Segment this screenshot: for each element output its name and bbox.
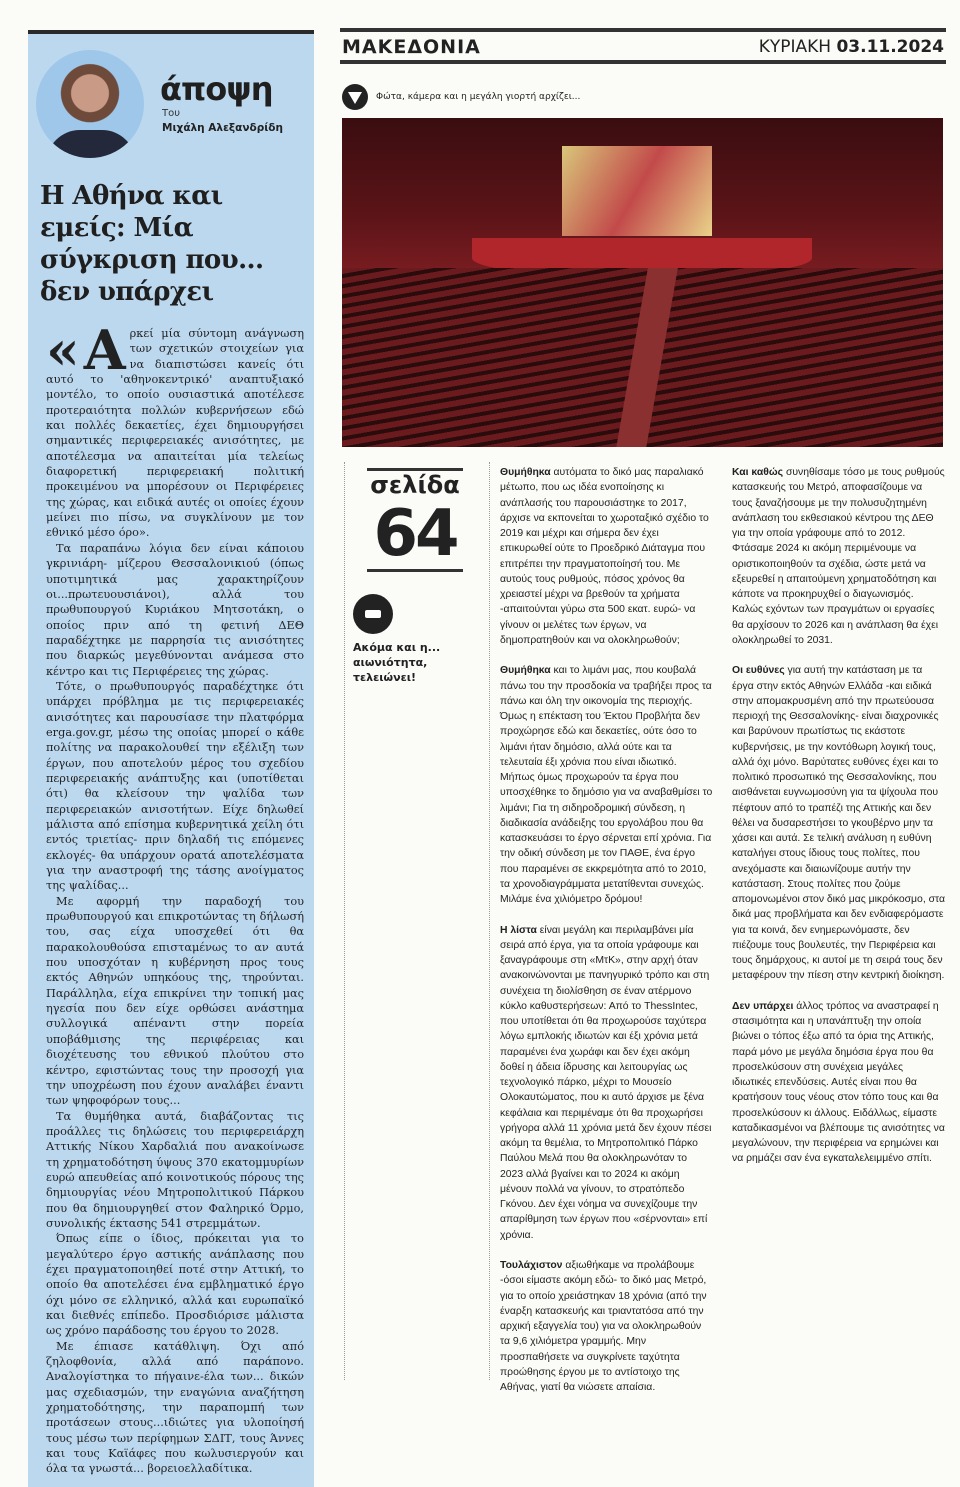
section-title: άποψη [160, 70, 273, 108]
masthead [340, 28, 946, 64]
paragraph: Όπως είπε ο ίδιος, πρόκειται για το μεγαλύτερο έργο αστικής ανάπλασης που έχει πραγματοποιηθεί ποτέ στην Αττική, το οποίο θα αποτελέσει ένα εμβληματικό έργο όχι μόνο σε ελληνικό, αλλά και ευρωπαϊκό και διεθνές επίπεδο. Προσδιόρισε μάλιστα ως χρόνο παράδοσης του έργου το 2028. [46, 1232, 304, 1338]
byline-prefix: Του [162, 108, 181, 119]
opinion-column [28, 30, 314, 1487]
author-name: Μιχάλη Αλεξανδρίδη [162, 122, 283, 134]
article-body [46, 318, 304, 1477]
headline: Η Αθήνα και εμείς: Μία σύγκριση που... δεν υπάρχει [40, 181, 264, 307]
paragraph: Οι ευθύνες για αυτή την κατάσταση με τα έργα στην εκτός Αθηνών Ελλάδα -και ειδικά στην απομακρυσμένη από την πρωτεύουσα περιοχή της Θεσσαλονίκης- είναι διαχρονικές και βαρύνουν πρωτίστως τις εκάστοτε κυβερνήσεις, με την κοντόθωρη λογική τους, αλλά όχι μόνο. Βαρύτατες ευθύνες έχει και το πολιτικό προσωπικό της Θεσσαλονίκης, που αισθάνεται ευγνωμοσύνη για τα ψίχουλα που πέφτουν από το τραπέζι της Αττικής και δεν θέλει να δυσαρεστήσει το γκουβέρνο μην τα χάσει και αυτά. Σε τελική ανάλυση η ευθύνη καταλήγει στους ίδιους τους πολίτες, που ανεχόμαστε και διαιωνίζουμε αυτήν την κατάσταση. Στους πολίτες που ζούμε απομονωμένοι στον δικό μας μικρόκοσμο, στα δικά μας προβλήματα και δεν ενδιαφερόμαστε για τα κοινά, δεν ενημερωνόμαστε, δεν πιέζουμε τους βουλευτές, την Περιφέρεια και τους δημάρχους, κι αυτοί με τη σειρά τους δεν μεταφέρουν την πίεση στην κεντρική διοίκηση. [732, 665, 945, 982]
paragraph: Θυμήθηκα και το λιμάνι μας, που κουβαλά πάνω του την προσδοκία να τραβήξει προς τα πάνω και όλη την οικονομία της περιοχής. Όμως η επέκταση του Έκτου Προβλήτα δεν προχώρησε εδώ και δεκαετίες, ούτε όσο το λιμάνι ήταν δημόσιο, αλλά ούτε και τα τελευταία έξι χρόνια που είναι ιδιωτικό. Μήπως όμως προχωρούν τα έργα που υποσχέθηκε το δημόσιο για να αναβαθμίσει το λιμάνι; Για τη σιδηροδρομική σύνδεση, η διαδικασία ανάδειξης του εργολάβου που θα κατασκευάσει το έργο σέρνεται επί χρόνια. Για την οδική σύνδεση με τον ΠΑΘΕ, ένα έργο που παραμένει σε εκκρεμότητα από το 2010, τα χρονοδιαγράμματα μετατίθενται συνεχώς. Μιλάμε ένα χιλιόμετρο δρόμου! [500, 665, 713, 905]
paragraph: Θυμήθηκα αυτόματα το δικό μας παραλιακό μέτωπο, που ως ιδέα ενοποίησης κι ανάπλασής του παρουσιάστηκε το 2017, άρχισε να εκπονείται το χωροταξικό σχέδιο το 2019 και μέχρι και σήμερα δεν έχει επικυρωθεί ούτε το Προεδρικό Διάταγμα που επιτρέπει την πραγματοποίησή του. Με αυτούς τους ρυθμούς, πόσος χρόνος θα χρειαστεί μέχρι να βρεθούν τα χρήματα -απαιτούνται γύρω στα 500 εκατ. ευρώ- να γίνουν οι μελέτες των έργων, να δημοπρατηθούν και να ολοκληρωθούν; [500, 467, 709, 646]
page-number: 64 [373, 497, 457, 571]
paragraph: Η λίστα είναι μεγάλη και περιλαμβάνει μία σειρά από έργα, για τα οποία γράφουμε και ξαναγράφουμε στη «ΜτΚ», στην αρχή όταν ανακοινώνονται με πανηγυρικό τρόπο και στη συνέχεια τη διολίσθηση σε έναν ατέρμονο κύκλο καθυστερήσεων: Από το ThessIntec, που υποτίθεται ότι θα προχωρούσε ταχύτερα λόγω εμπλοκής ιδιωτών και έξι χρόνια μετά παραμένει ένα χωράφι και δεν έχει ακόμη δοθεί η άδεια ίδρυσης και λειτουργίας ως τεχνολογικό πάρκο, μέχρι το Μουσείο Ολοκαυτώματος, που κι αυτό άρχισε με ξένα κεφάλαια και περιμέναμε ότι θα προχωρήσει γρήγορα αλλά 11 χρόνια μετά δεν έχουν πέσει ακόμη τα θεμέλια, το Μητροπολιτικό Πάρκο Παύλου Μελά που θα ολοκληρωνόταν το 2023 αλλά βγαίνει και το 2024 κι ακόμη μένουν πολλά να γίνουν, το στρατόπεδο Γκόνου. Δεν έχει νόημα να συνεχίζουμε την απαρίθμηση των έργων που «σέρνονται» επί χρόνια. [500, 924, 712, 1241]
drop-cap: Α [83, 318, 126, 382]
paragraph: « Α ρκεί μία σύντομη ανάγνωση των σχετικών στοιχείων για να διαπιστώσει κανείς ότι αυτό το 'αθηνοκεντρικό' αναπτυξιακό μοντέλο, το οποίο ουσιαστικά αποτέλεσε προτεραιότητα πολλών κυβερνήσεων εδώ και πολλές δεκαετίες, έχει δημιουργήσει σημαντικές περιφερειακές ανισότητες, με αποτέλεσμα να απαιτείται μία τελείως διαφορετική περιφερειακή πολιτική προκειμένου να μπορέσουν οι Περιφέρειες της χώρας, και ειδικά αυτές οι οποίες έχουν μείνει πιο πίσω, να συγκλίνουν με τον εθνικό μέσο όρο». [46, 318, 304, 540]
sidebar-caption: Ακόμα και η... αιωνιότητα, τελειώνει! [353, 641, 441, 684]
opinion-header [28, 34, 314, 152]
paragraph: Τα θυμήθηκα αυτά, διαβάζοντας τις προάλλες τις δηλώσεις του περιφερειάρχη Αττικής Νίκου Χαρδαλιά που ανακοίνωσε τη χρηματοδότηση ύψους 370 εκατομμυρίων ευρώ απευθείας από κοινοτικούς πόρους της δημιουργίας νέου Μητροπολιτικού Πάρκου που θα δημιουργηθεί στον Φαληρικό Όρμο, συνολικής έκτασης 541 στρεμμάτων. [46, 1109, 304, 1230]
newspaper-name: ΜΑΚΕΔΟΝΙΑ [342, 36, 481, 58]
quote-mark: « [46, 318, 80, 382]
page-label: σελίδα [370, 471, 460, 499]
paragraph: Δεν υπάρχει άλλος τρόπος να αναστραφεί η στασιμότητα και η υπανάπτυξη την οποία βιώνει ο τόπος έξω από τα όρια της Αττικής, παρά μόνο με μεγάλα δημόσια έργα που θα προσελκύσουν στη συνέχεια μεγάλες ιδιωτικές επενδύσεις. Αυτές είναι που θα κρατήσουν τους νέους στον τόπο τους και θα προσελκύσουν κι άλλους. Ειδάλλως, είμαστε καταδικασμένοι να βλέπουμε τις ανισότητες να μεγαλώνουν, την περιφέρεια να ερημώνει και να ρημάζει σαν ένα εγκαταλελειμμένο σπίτι. [732, 1000, 945, 1165]
photo-caption: Φώτα, κάμερα και η μεγάλη γιορτή αρχίζει... [342, 84, 580, 110]
minus-icon [353, 594, 393, 634]
paragraph: Με αφορμή την παραδοχή του πρωθυπουργού και επικροτώντας τη δήλωσή του, σας είχα υποσχεθεί ότι θα παρακολουθούσα επισταμένως το αν αυτά που υποσχόταν η κυβέρνηση προς τους εκτός Αθηνών υπηκόους της, τηρούνται. Παράλληλα, είχα επικρίνει την τοπική μας ηγεσία που δεν είχε ορθώσει ανάστημα συλλογικά απέναντι στην πορεία υποβάθμισης της περιφέρειας και διοχέτευσης του εθνικού πλούτου στο κέντρο, εφιστώντας τους την προσοχή για την υποχρέωση που έχουν αναλάβει έναντι των ψηφοφόρων τους... [46, 894, 304, 1108]
author-photo [36, 50, 144, 158]
column-middle [500, 465, 713, 1411]
paragraph: Τα παραπάνω λόγια δεν είναι κάποιου γκρινιάρη- μίζερου Θεσσαλονικιού (όπως υποτιμητικά μας χαρακτηρίζουν οι...πρωτευουσιάνοι), αλλά του πρωθυπουργού Κυριάκου Μητσοτάκη, ο οποίος πριν από τη φετινή ΔΕΘ παραδέχτηκε με παρρησία τις ανισότητες που διαρκώς μεγεθύνονται ανάμεσα στο κέντρο και τις Περιφέρειες της χώρας. [46, 541, 304, 678]
page-sidebar [344, 462, 490, 1380]
paragraph: Τότε, ο πρωθυπουργός παραδέχτηκε ότι υπάρχει πρόβλημα με τις περιφερειακές ανισότητες και παρουσίασε την πλατφόρμα erga.gov.gr, μέσω της οποίας μπορεί ο κάθε πολίτης να παρακολουθεί την εξέλιξη των έργων, που αποτελούν μέρος του σχεδίου περιφερειακής ανάπτυξης και (υποτίθεται ότι) θα κλείσουν την ψαλίδα των περιφερειακών ανισοτήτων. Είχε δηλωθεί μάλιστα από επίσημα κυβερνητικά χείλη ότι εντός τριετίας- πριν δηλαδή τις επόμενες εκλογές- θα υπάρχουν ορατά αποτελέσματα για την αναστροφή της τάσης ανοίγματος της ψαλίδας... [46, 679, 304, 893]
paragraph: Τουλάχιστον αξιωθήκαμε να προλάβουμε -όσοι είμαστε ακόμη εδώ- το δικό μας Μετρό, για το οποίο χρειάστηκαν 18 χρόνια (από την έναρξη κατασκευής και τριαντατόσα από την αρχική εξαγγελία του) για να ολοκληρωθούν τα 9,6 χιλιόμετρα γραμμής. Μην προσπαθήσετε να συγκρίνετε ταχύτητα προώθησης έργου με το αντίστοιχο της Αθήνας, γιατί θα νιώσετε απαίσια. [500, 1260, 707, 1393]
cinema-hall-photo [342, 118, 943, 447]
triangle-down-icon [342, 84, 368, 110]
issue-date: ΚΥΡΙΑΚΗ 03.11.2024 [758, 37, 944, 57]
paragraph: Με έπιασε κατάθλιψη. Όχι από ζηλοφθονία, αλλά από παράπονο. Αναλογίστηκα το πήγαινε-έλα των... δικών μας σχεδιασμών, την εναγώνια αναζήτηση χρηματοδότησης, την παραπομπή των προτάσεων στους...ιδιώτες για υλοποίησή τους μέσω των περίφημων ΣΔΙΤ, τους Άννες και τους Καϊάφες που κωλυσιεργούν και όλα τα γνωστά... βορειοελλαδίτικα. [46, 1339, 304, 1476]
column-right [732, 465, 945, 1182]
paragraph: Και καθώς συνηθίσαμε τόσο με τους ρυθμούς κατασκευής του Μετρό, αποφασίζουμε να τους ξαναζήσουμε με την πολυσυζητημένη ανάπλαση του εκθεσιακού κέντρου της ΔΕΘ για την οποία γράφουμε από το 2012. Φτάσαμε 2024 κι ακόμη περιμένουμε να οριστικοποιηθούν τα σχέδια, ώστε μετά να εξευρεθεί η απαιτούμενη χρηματοδότηση και κάποτε να προκηρυχθεί ο διαγωνισμός. Καλώς εχόντων των πραγμάτων οι εργασίες θα αρχίσουν το 2026 και η ανάπλαση θα έχει ολοκληρωθεί το 2031. [732, 467, 945, 646]
